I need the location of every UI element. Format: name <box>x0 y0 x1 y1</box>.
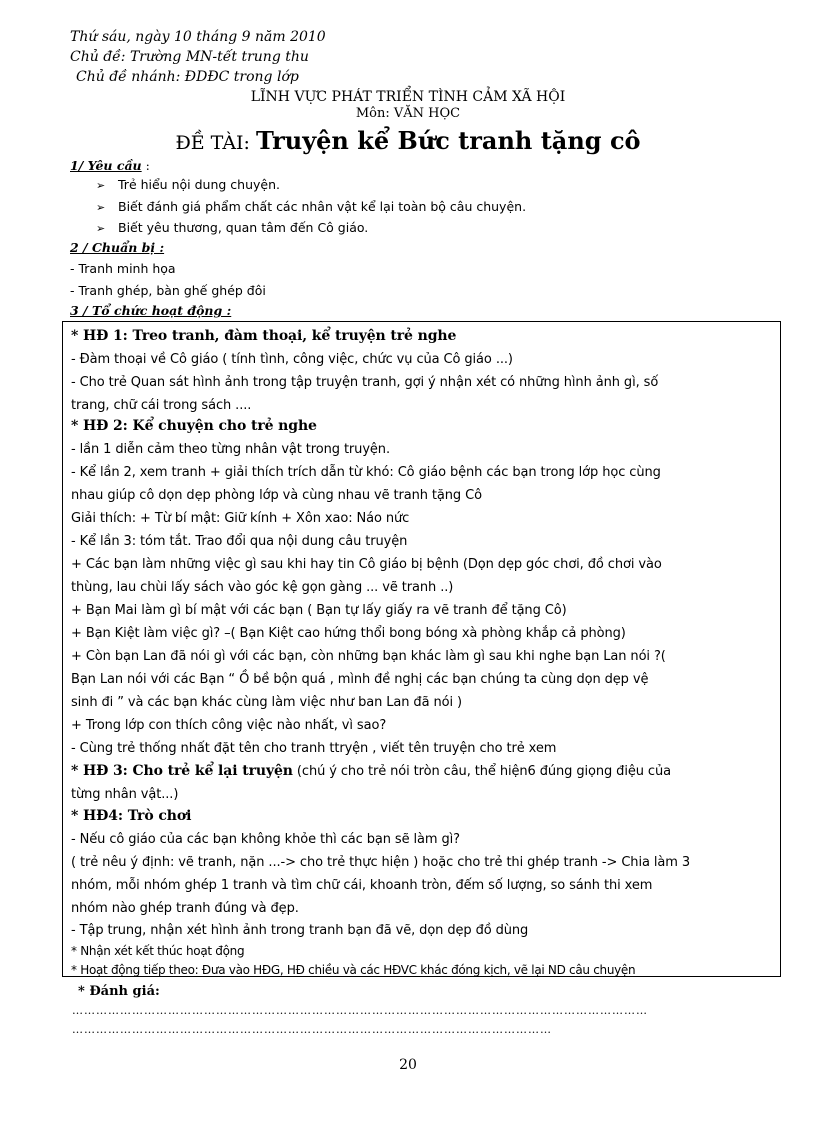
activity-line: - Kể lần 3: tóm tắt. Trao đổi qua nội dung câu truyện <box>71 534 408 549</box>
subject-heading: Môn: VĂN HỌC <box>355 106 461 121</box>
activity-line: + Còn bạn Lan đã nói gì với các bạn, còn những bạn khác làm gì sau khi nghe bạn Lan nói ?( <box>71 649 666 664</box>
requirements-heading: 1/ Yêu cầu : <box>70 158 150 173</box>
theme-line: Chủ đề: Trường MN-tết trung thu <box>70 49 309 65</box>
activity-line: Bạn Lan nói với các Bạn “ Ồ bề bộn quá , mình đề nghị các bạn chúng ta cùng dọn dẹp vệ <box>71 672 649 687</box>
activity-line: - Tập trung, nhận xét hình ảnh trong tranh bạn đã vẽ, dọn dẹp đồ dùng <box>71 923 529 938</box>
activity-line: nhau giúp cô dọn dẹp phòng lớp và cùng nhau vẽ tranh tặng Cô <box>71 488 482 503</box>
preparation-heading: 2 / Chuẩn bị : <box>70 240 165 255</box>
evaluation-dots: ………………………………………………………………………………………………………… <box>72 1023 552 1036</box>
page-number: 20 <box>399 1057 417 1073</box>
hd1-title: * HĐ 1: Treo tranh, đàm thoại, kể truyện trẻ nghe <box>71 328 457 344</box>
arrow-bullet-icon: ➢ <box>96 201 106 214</box>
activity-line: * Nhận xét kết thúc hoạt động <box>71 944 245 958</box>
activity-line: từng nhân vật...) <box>71 787 179 802</box>
organization-heading: 3 / Tổ chức hoạt động : <box>70 303 232 318</box>
evaluation-dots: ……………………………………………………………………………………………………………………………… <box>72 1004 648 1017</box>
subtheme-line: Chủ đề nhánh: ĐDĐC trong lớp <box>76 69 299 85</box>
date-line: Thứ sáu, ngày 10 tháng 9 năm 2010 <box>70 29 326 45</box>
arrow-bullet-icon: ➢ <box>96 222 106 235</box>
activities-box <box>62 321 781 977</box>
activity-line: - Kể lần 2, xem tranh + giải thích trích dẫn từ khó: Cô giáo bệnh các bạn trong lớp học cùng <box>71 465 661 480</box>
activity-line: + Bạn Kiệt làm việc gì? –( Bạn Kiệt cao hứng thổi bong bóng xà phòng khắp cả phòng) <box>71 626 626 641</box>
requirement-item: ➢ Biết yêu thương, quan tâm đến Cô giáo. <box>96 220 369 235</box>
activity-line: nhóm, mỗi nhóm ghép 1 tranh và tìm chữ cái, khoanh tròn, đếm số lượng, so sánh thi xem <box>71 878 653 893</box>
activity-line: + Bạn Mai làm gì bí mật với các bạn ( Bạn tự lấy giấy ra vẽ tranh để tặng Cô) <box>71 603 567 618</box>
preparation-item: - Tranh ghép, bàn ghế ghép đôi <box>70 283 266 298</box>
activity-line: trang, chữ cái trong sách .... <box>71 398 252 413</box>
lesson-title <box>0 126 816 155</box>
hd4-title: * HĐ4: Trò chơi <box>71 808 192 824</box>
activity-line: ( trẻ nêu ý định: vẽ tranh, nặn ...-> cho trẻ thực hiện ) hoặc cho trẻ thi ghép tranh -> Chia làm 3 <box>71 855 691 870</box>
activity-line: - Nếu cô giáo của các bạn không khỏe thì các bạn sẽ làm gì? <box>71 832 460 847</box>
hd2-title: * HĐ 2: Kể chuyện cho trẻ nghe <box>71 418 317 434</box>
title-topic: Truyện kể Bức tranh tặng cô <box>256 126 641 155</box>
activity-line: - Cho trẻ Quan sát hình ảnh trong tập truyện tranh, gợi ý nhận xét có những hình ảnh gì, số <box>71 375 659 390</box>
activity-line: - Đàm thoại về Cô giáo ( tính tình, công việc, chức vụ của Cô giáo ...) <box>71 352 513 367</box>
activity-line: Giải thích: + Từ bí mật: Giữ kính + Xôn xao: Náo nức <box>71 511 410 526</box>
activity-line: - Cùng trẻ thống nhất đặt tên cho tranh ttryện , viết tên truyện cho trẻ xem <box>71 741 557 756</box>
activity-line: nhóm nào ghép tranh đúng và đẹp. <box>71 901 299 916</box>
requirement-item: ➢ Biết đánh giá phẩm chất các nhân vật kể lại toàn bộ câu chuyện. <box>96 199 527 214</box>
title-prefix: ĐỀ TÀI: <box>175 132 250 154</box>
activity-line: sinh đi ” và các bạn khác cùng làm việc như ban Lan đã nói ) <box>71 695 462 710</box>
preparation-item: - Tranh minh họa <box>70 261 176 276</box>
evaluation-label: * Đánh giá: <box>78 984 160 999</box>
activity-line: + Trong lớp con thích công việc nào nhất, vì sao? <box>71 718 387 733</box>
activity-line: - lần 1 diễn cảm theo từng nhân vật trong truyện. <box>71 442 390 457</box>
activity-line: thùng, lau chùi lấy sách vào góc kệ gọn gàng ... vẽ tranh ..) <box>71 580 454 595</box>
arrow-bullet-icon: ➢ <box>96 179 106 192</box>
activity-line: + Các bạn làm những việc gì sau khi hay tin Cô giáo bị bệnh (Dọn dẹp góc chơi, đồ chơi vào <box>71 557 662 572</box>
activity-line: * Hoạt động tiếp theo: Đưa vào HĐG, HĐ chiều và các HĐVC khác đóng kịch, vẽ lại ND câu chuyện <box>71 963 636 977</box>
requirement-item: ➢ Trẻ hiểu nội dung chuyện. <box>96 177 280 192</box>
hd3-title: * HĐ 3: Cho trẻ kể lại truyện (chú ý cho trẻ nói tròn câu, thể hiện6 đúng giọng điệu của <box>71 763 671 779</box>
field-heading: LĨNH VỰC PHÁT TRIỂN TÌNH CẢM XÃ HỘI <box>250 89 566 105</box>
